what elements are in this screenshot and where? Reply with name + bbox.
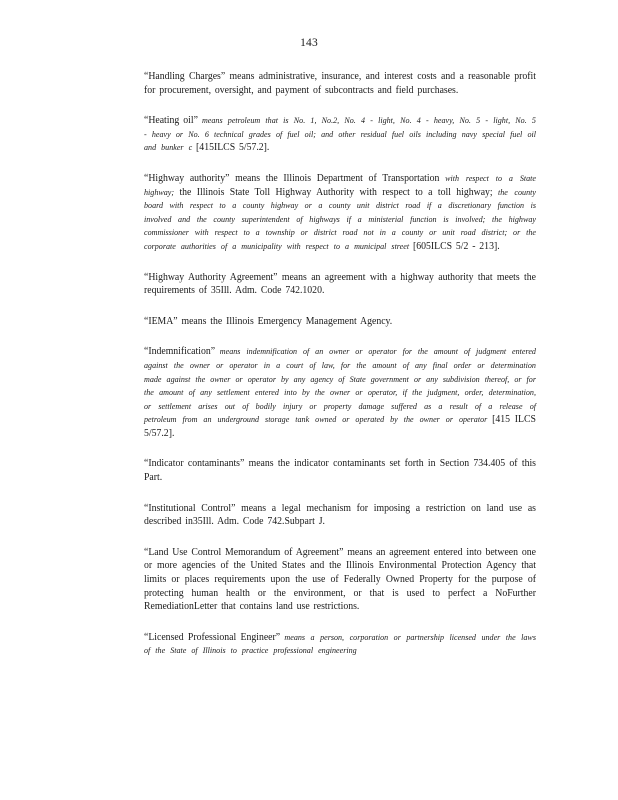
statutory-text: with respect to a State highway; xyxy=(144,172,536,197)
statutory-text: the county board with respect to a county highway or a county unit district road if a discretionary function is involved and the county superintendent of highways if a ministerial function is involved; the highway commissioner with respect to a township or district road not in a county or unit road district; or the corporate authorities of a municipality with respect to a municipal street xyxy=(144,186,536,251)
citation: [415ILCS 5/57.2]. xyxy=(196,142,270,154)
definition-iema xyxy=(144,315,536,329)
definition-licensed-professional-engineer xyxy=(144,631,536,658)
statutory-text: means petroleum that is No. 1, No.2, No. 4 - light, No. 4 - heavy, No. 5 - light, No. 5 - heavy or No. 6 technical grades of fuel oil; and other residual fuel oils including navy special fuel oil and bunker c xyxy=(144,115,536,153)
citation: [605ILCS 5/2 - 213]. xyxy=(412,240,500,252)
definition-term: “Heating oil” xyxy=(144,115,198,127)
definition-text: the Illinois State Toll Highway Authority with respect to a toll highway; xyxy=(179,186,493,198)
definition-term: “Licensed Professional Engineer” xyxy=(144,631,281,643)
definition-heating-oil xyxy=(144,114,536,155)
definition-handling-charges xyxy=(144,70,536,97)
definition-land-use-control-moa xyxy=(144,546,536,614)
definition-text: “Institutional Control” means a legal mechanism for imposing a restriction on land use as described in35Ill. Adm. Code 742.Subpart J. xyxy=(144,502,536,528)
statutory-text: means indemnification of an owner or operator for the amount of judgment entered against the owner or operator in a court of law, for the amount of any final order or determination made against the owner or operator by any agency of State government or any subdivision thereof, or for the amount of any settlement entered into by the owner or operator, if the judgment, order, determination, or settlement arises out of bodily injury or property damage suffered as a result of a release of petroleum from an underground storage tank owned or operated by the owner or operator xyxy=(144,346,536,425)
definition-indicator-contaminants xyxy=(144,457,536,484)
definition-text: “Indicator contaminants” means the indicator contaminants set forth in Section 734.405 of this Part. xyxy=(144,458,536,484)
definition-highway-authority-agreement xyxy=(144,271,536,298)
definition-text: “IEMA” means the Illinois Emergency Management Agency. xyxy=(144,315,393,327)
statutory-text: means a person, corporation or partnership licensed under the laws of the State of Illinois to practice professional engineering xyxy=(144,631,536,656)
definition-text: “Highway authority” means the Illinois Department of Transportation xyxy=(144,172,440,184)
definitions-list xyxy=(144,70,536,675)
citation: [415 ILCS 5/57.2]. xyxy=(144,414,536,439)
definition-text: “Handling Charges” means administrative, insurance, and interest costs and a reasonable profit for procurement, oversight, and payment of subcontracts and field purchases. xyxy=(144,71,536,96)
definition-text: “Highway Authority Agreement” means an agreement with a highway authority that meets the requirements of 35Ill. Adm. Code 742.1020. xyxy=(144,271,536,297)
definition-indemnification xyxy=(144,345,536,440)
definition-term: “Indemnification” xyxy=(144,346,216,358)
definition-text: “Land Use Control Memorandum of Agreement” means an agreement entered into between one or more agencies of the United States and the Illinois Environmental Protection Agency that limits or places requirements upon the use of Federally Owned Property for the purpose of protecting human health or the environment, or that is used to perfect a NoFurther RemediationLetter that contains land use restrictions. xyxy=(144,546,536,613)
definition-highway-authority xyxy=(144,172,536,254)
definition-institutional-control xyxy=(144,502,536,529)
page-number: 143 xyxy=(300,37,318,49)
